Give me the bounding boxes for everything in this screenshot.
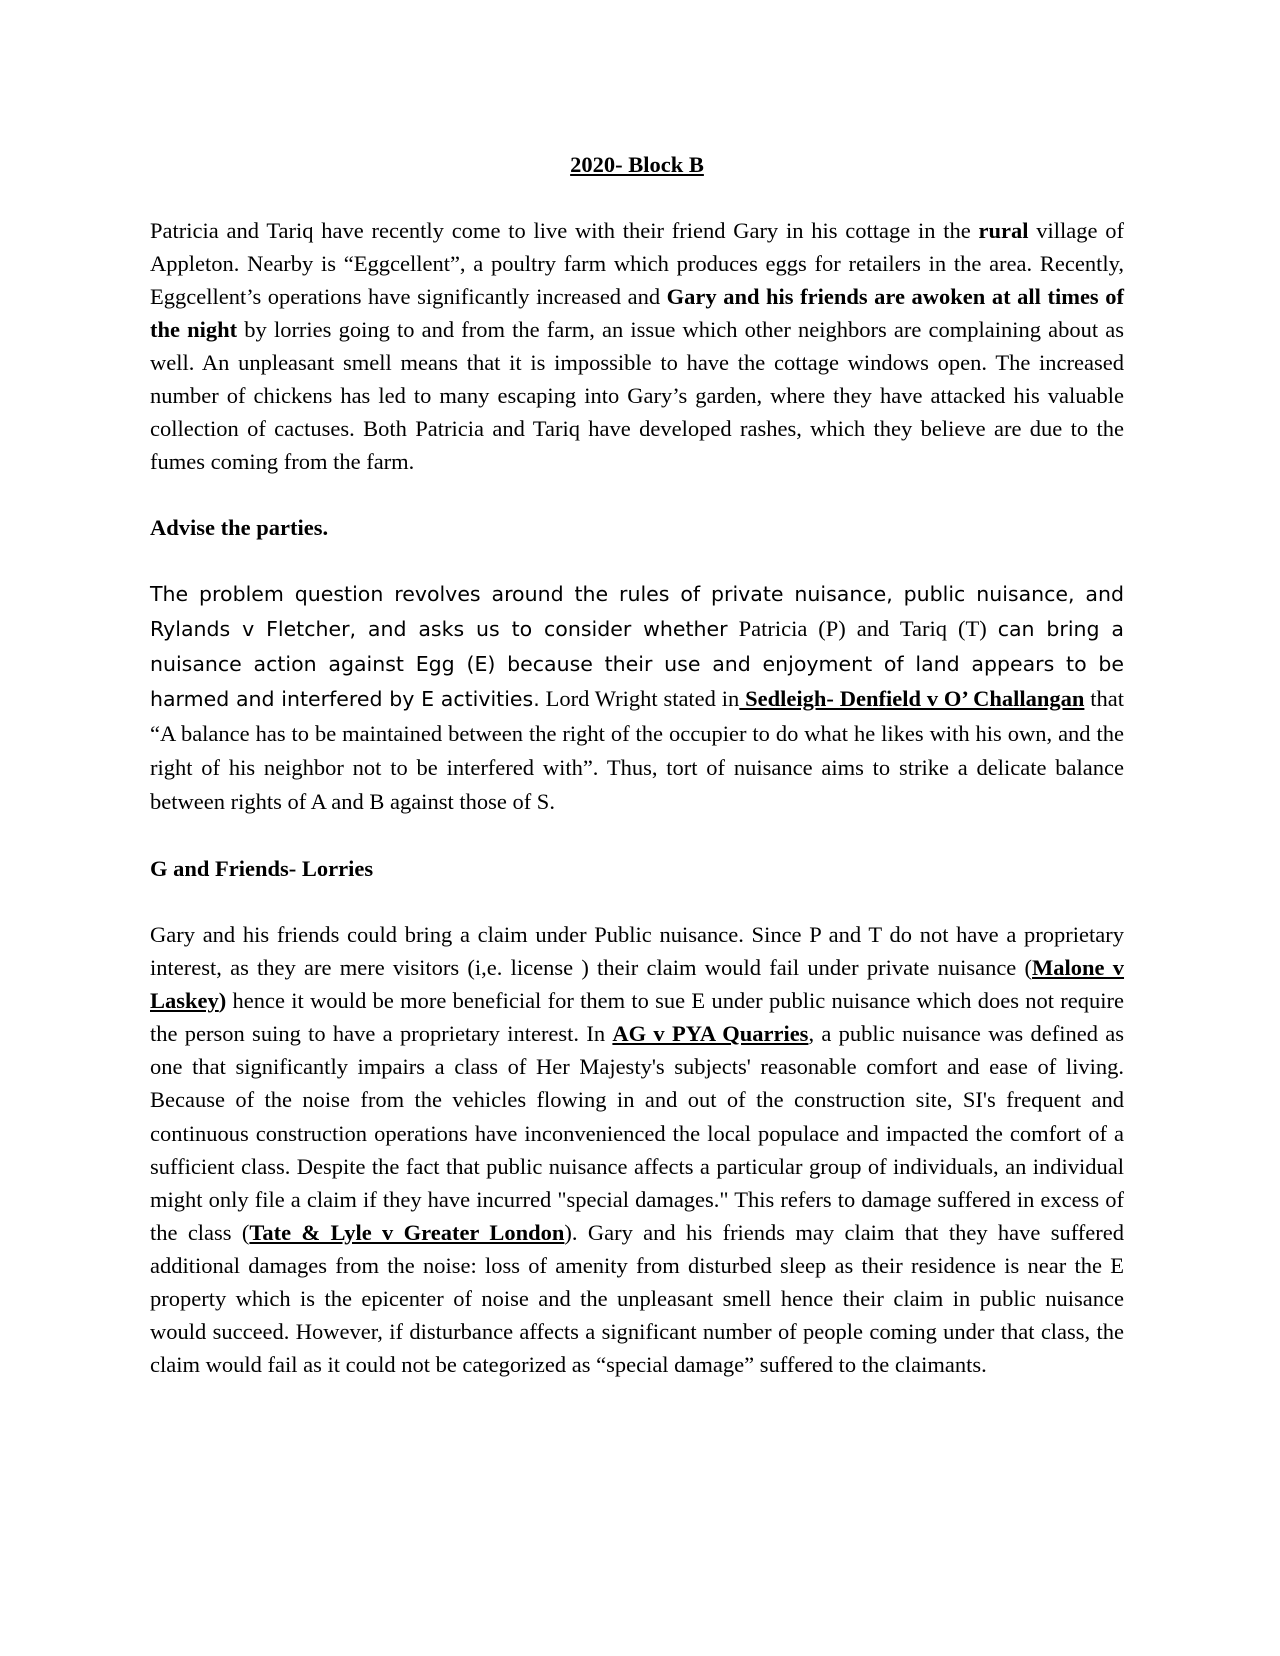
document-body: [150, 148, 1124, 1414]
section-heading: G and Friends- Lorries: [150, 856, 374, 881]
analysis-sans-1: The problem question revolves around the rules of private nuisance, public nuisance, and Rylands v Fletcher, and asks us to consider whether: [150, 582, 1124, 641]
document-title: 2020- Block B: [570, 152, 704, 177]
case-ag-v-pya-quarries: AG v PYA Quarries: [612, 1021, 809, 1047]
analysis-sans-2: can bring a nuisance action against Egg (E) because their use and enjoyment of land appears to be harmed and interfered by E activities.: [150, 617, 1124, 711]
analysis-paragraph: [150, 577, 1124, 819]
question-heading: Advise the parties.: [150, 515, 329, 540]
lorries-text-4: ). Gary and his friends may claim that they have suffered additional damages from the noise: loss of amenity from disturbed sleep as their residence is near the E property which is the epicenter of noise and the unpleasant smell hence their claim in public nuisance would succeed. However, if disturbance affects a significant number of people coming under that class, the claim would fail as it could not be categorized as “special damage” suffered to the claimants.: [150, 1219, 1125, 1378]
lorries-text-3: , a public nuisance was defined as one that significantly impairs a class of Her Majesty's subjects' reasonable comfort and ease of living. Because of the noise from the vehicles flowing in and out of the construction site, SI's frequent and continuous construction operations have inconvenienced the local populace and impacted the comfort of a sufficient class. Despite the fact that public nuisance affects a particular group of individuals, an individual might only file a claim if they have incurred "special damages." This refers to damage suffered in excess of the class (: [150, 1021, 1124, 1245]
facts-text-1: Patricia and Tariq have recently come to live with their friend Gary in his cottage in the: [150, 218, 979, 243]
facts-paragraph: [150, 214, 1124, 478]
analysis-serif-3: that “A balance has to be maintained between the right of the occupier to do what he likes with his own, and the right of his neighbor not to be interfered with”. Thus, tort of nuisance aims to strike a delicate balance between rights of A and B against those of S.: [150, 686, 1124, 814]
facts-bold-rural: rural: [978, 218, 1029, 243]
case-sedleigh-denfield: Sedleigh- Denfield v O’ Challangan: [739, 686, 1085, 711]
facts-text-2: village of Appleton. Nearby is “Eggcellent”, a poultry farm which produces eggs for retailers in the area. Recently, Eggcellent’s operations have significantly increased and: [150, 218, 1124, 309]
analysis-serif-2: Lord Wright stated in: [539, 686, 740, 711]
analysis-serif-1: Patricia (P) and Tariq (T): [727, 616, 998, 641]
lorries-text-2: ): [218, 988, 227, 1014]
lorries-text-2-rest: hence it would be more beneficial for them to sue E under public nuisance which does not require the person suing to have a proprietary interest. In: [150, 988, 1124, 1047]
case-tate-lyle: Tate & Lyle v Greater London: [249, 1219, 565, 1245]
lorries-paragraph: [150, 918, 1124, 1381]
facts-bold-awoken: Gary and his friends are awoken at all times of the night: [150, 284, 1124, 342]
case-malone-v-laskey: Malone v Laskey: [150, 955, 1125, 1014]
facts-text-3: by lorries going to and from the farm, an issue which other neighbors are complaining about as well. An unpleasant smell means that it is impossible to have the cottage windows open. The increased number of chickens has led to many escaping into Gary’s garden, where they have attacked his valuable collection of cactuses. Both Patricia and Tariq have developed rashes, which they believe are due to the fumes coming from the farm.: [150, 317, 1124, 474]
lorries-text-1: Gary and his friends could bring a claim under Public nuisance. Since P and T do not have a proprietary interest, as they are mere visitors (i,e. license ) their claim would fail under private nuisance (: [150, 922, 1124, 981]
